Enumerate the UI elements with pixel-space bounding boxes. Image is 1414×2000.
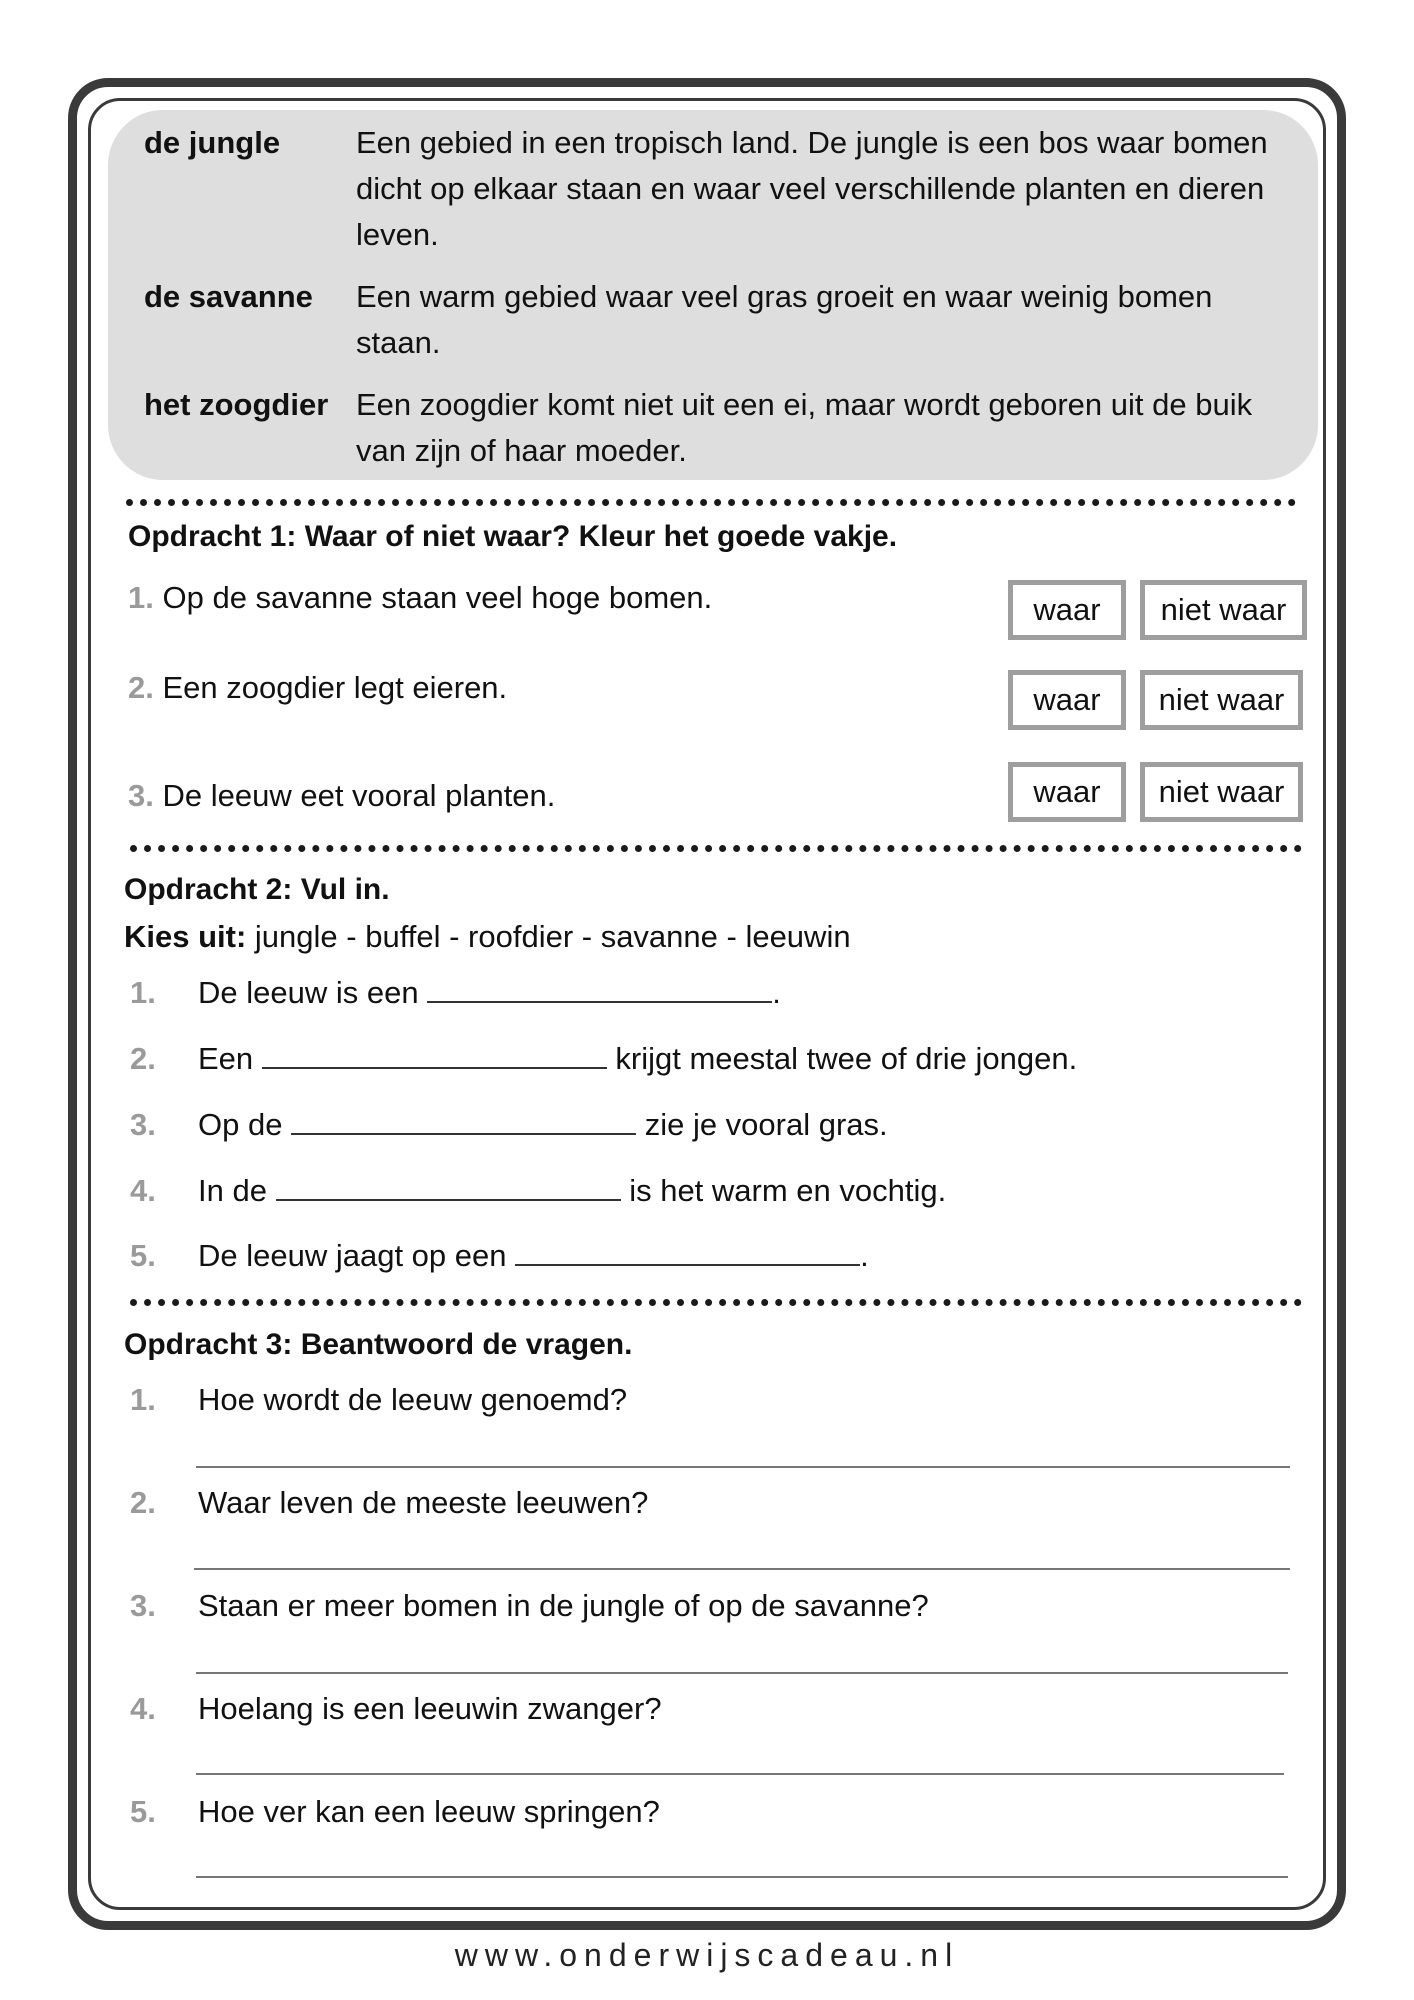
fill-in-row-4 (130, 1173, 946, 1209)
question-row-3 (130, 1588, 929, 1624)
fill-blank[interactable] (262, 1047, 607, 1069)
item-number: 3. (128, 778, 154, 813)
vocabulary-box (108, 110, 1318, 480)
item-number: 3. (130, 1588, 156, 1623)
question-text: Hoelang is een leeuwin zwanger? (198, 1691, 662, 1726)
vocab-row-savanne (144, 274, 1288, 366)
fill-in-row-2 (130, 1041, 1077, 1077)
question-text: Waar leven de meeste leeuwen? (198, 1485, 649, 1520)
question-row-2 (130, 1485, 648, 1521)
sentence-before: Een (198, 1041, 254, 1076)
sentence-before: In de (198, 1173, 267, 1208)
sentence-after: is het warm en vochtig. (629, 1173, 947, 1208)
vocab-term: de jungle (144, 125, 281, 160)
fill-blank[interactable] (515, 1244, 860, 1266)
sentence-before: Op de (198, 1107, 283, 1142)
item-number: 3. (130, 1107, 156, 1142)
vocab-row-jungle (144, 120, 1288, 258)
answer-line[interactable] (196, 1672, 1288, 1674)
fill-in-row-1 (130, 975, 781, 1011)
true-false-row-2 (128, 670, 1310, 730)
niet-waar-box[interactable]: niet waar (1140, 670, 1303, 730)
sentence-after: krijgt meestal twee of drie jongen. (615, 1041, 1078, 1076)
sentence-after: . (860, 1238, 869, 1273)
item-number: 5. (130, 1238, 156, 1273)
question-text: Hoe wordt de leeuw genoemd? (198, 1382, 628, 1417)
statement-text: De leeuw eet vooral planten. (162, 778, 556, 813)
fill-in-row-3 (130, 1107, 888, 1143)
answer-line[interactable] (196, 1773, 1284, 1775)
true-false-row-3 (128, 762, 1310, 822)
fill-blank[interactable] (276, 1179, 621, 1201)
vocab-definition: Een gebied in een tropisch land. De jungle is een bos waar bomen dicht op elkaar staan en waar veel verschillende planten en dieren leven. (356, 125, 1268, 252)
sentence-before: De leeuw is een (198, 975, 419, 1010)
choose-words: jungle - buffel - roofdier - savanne - leeuwin (254, 919, 851, 954)
question-row-4 (130, 1691, 662, 1727)
true-false-row-1 (128, 580, 1310, 640)
task1-title: Opdracht 1: Waar of niet waar? Kleur het goede vakje. (128, 520, 898, 553)
fill-blank[interactable] (427, 981, 772, 1003)
sentence-after: . (772, 975, 781, 1010)
vocab-term: de savanne (144, 279, 313, 314)
footer-website: www.onderwijscadeau.nl (454, 1937, 960, 1973)
item-number: 1. (130, 1382, 156, 1417)
item-number: 2. (128, 670, 154, 705)
choose-label: Kies uit: (124, 919, 247, 954)
fill-in-row-5 (130, 1238, 869, 1274)
vocab-definition: Een warm gebied waar veel gras groeit en waar weinig bomen staan. (356, 279, 1213, 360)
sentence-before: De leeuw jaagt op een (198, 1238, 507, 1273)
question-row-5 (130, 1794, 660, 1830)
statement (128, 580, 712, 616)
niet-waar-box[interactable]: niet waar (1140, 580, 1307, 640)
item-number: 1. (128, 580, 154, 615)
statement (128, 778, 555, 814)
dotted-divider (126, 499, 1296, 506)
statement-text: Een zoogdier legt eieren. (162, 670, 508, 705)
waar-box[interactable]: waar (1008, 580, 1126, 640)
vocab-row-zoogdier (144, 382, 1288, 474)
vocab-definition: Een zoogdier komt niet uit een ei, maar wordt geboren uit de buik van zijn of haar moeder. (356, 387, 1253, 468)
vocab-term: het zoogdier (144, 387, 329, 422)
answer-line[interactable] (196, 1466, 1290, 1468)
question-row-1 (130, 1382, 627, 1418)
sentence-after: zie je vooral gras. (644, 1107, 888, 1142)
word-choices (124, 919, 851, 955)
item-number: 1. (130, 975, 156, 1010)
question-text: Staan er meer bomen in de jungle of op de savanne? (198, 1588, 929, 1623)
statement-text: Op de savanne staan veel hoge bomen. (162, 580, 713, 615)
task2-title: Opdracht 2: Vul in. (124, 873, 390, 906)
waar-box[interactable]: waar (1008, 762, 1126, 822)
answer-line[interactable] (196, 1876, 1288, 1878)
item-number: 2. (130, 1485, 156, 1520)
statement (128, 670, 507, 706)
dotted-divider (130, 845, 1302, 852)
task3-title: Opdracht 3: Beantwoord de vragen. (124, 1328, 633, 1361)
question-text: Hoe ver kan een leeuw springen? (198, 1794, 660, 1829)
waar-box[interactable]: waar (1008, 670, 1126, 730)
niet-waar-box[interactable]: niet waar (1140, 762, 1303, 822)
dotted-divider (130, 1299, 1302, 1306)
item-number: 5. (130, 1794, 156, 1829)
item-number: 4. (130, 1691, 156, 1726)
item-number: 2. (130, 1041, 156, 1076)
item-number: 4. (130, 1173, 156, 1208)
fill-blank[interactable] (291, 1113, 636, 1135)
answer-line[interactable] (194, 1568, 1290, 1570)
